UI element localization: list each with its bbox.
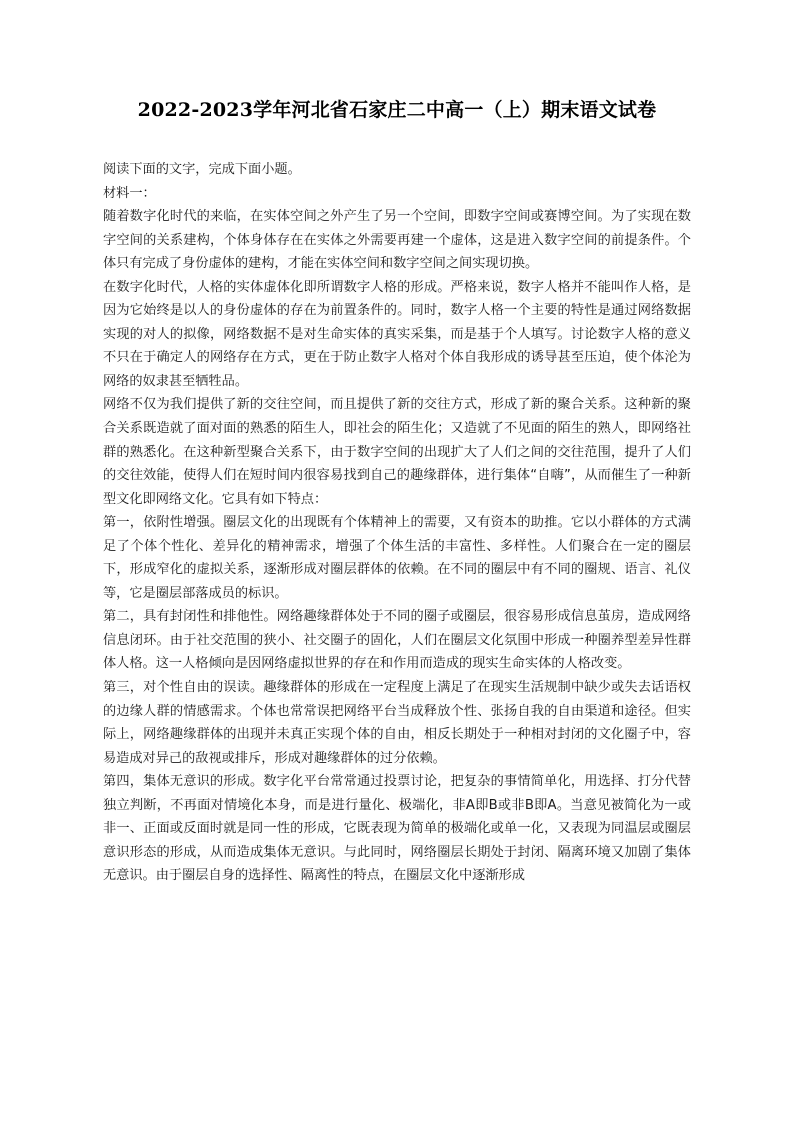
body-paragraph: 在数字化时代，人格的实体虚体化即所谓数字人格的形成。严格来说，数字人格并不能叫作人格，是因为它始终是以人的身份虚体的存在为前置条件的。同时，数字人格一个主要的特性是通过网络数据实现的对人的拟像，网络数据不是对生命实体的真实采集，而是基于个人填写。讨论数字人格的意义不只在于确定人的网络存在方式，更在于防止数字人格对个体自我形成的诱导甚至压迫，使个体沦为网络的奴隶甚至牺牲品。 [103,279,691,389]
material-heading: 材料一： [103,185,156,201]
instruction-paragraph: 阅读下面的文字，完成下面小题。 [103,162,301,177]
document-title: 2022-2023学年河北省石家庄二中高一（上）期末语文试卷 [137,99,657,121]
body-paragraph: 随着数字化时代的来临，在实体空间之外产生了另一个空间，即数字空间或赛博空间。为了实现在数字空间的关系建构，个体身体存在在实体之外需要再建一个虚体，这是进入数字空间的前提条件。个体只有完成了身份虚体的建构，才能在实体空间和数字空间之间实现切换。 [103,209,691,272]
body-paragraph: 第一，依附性增强。圈层文化的出现既有个体精神上的需要，又有资本的助推。它以小群体的方式满足了个体个性化、差异化的精神需求，增强了个体生活的丰富性、多样性。人们聚合在一定的圈层下，形成窄化的虚拟关系，逐渐形成对圈层群体的依赖。在不同的圈层中有不同的圈规、语言、礼仪等，它是圈层部落成员的标识。 [103,515,691,601]
body-paragraph: 第三，对个性自由的误读。趣缘群体的形成在一定程度上满足了在现实生活规制中缺少或失去话语权的边缘人群的情感需求。个体也常常误把网络平台当成释放个性、张扬自我的自由渠道和途径。但实际上，网络趣缘群体的出现并未真正实现个体的自由，相反长期处于一种相对封闭的文化圈子中，容易造成对异己的敌视或排斥，形成对趣缘群体的过分依赖。 [103,680,691,766]
body-paragraph: 网络不仅为我们提供了新的交往空间，而且提供了新的交往方式，形成了新的聚合关系。这种新的聚合关系既造就了面对面的熟悉的陌生人，即社会的陌生化；又造就了不见面的陌生的熟人，即网络社群的熟悉化。在这种新型聚合关系下，由于数字空间的出现扩大了人们之间的交往范围，提升了人们的交往效能，使得人们在短时间内很容易找到自己的趣缘群体，进行集体“自嗨”，从而催生了一种新型文化即网络文化。它具有如下特点： [103,397,691,507]
document-body [103,158,691,888]
body-paragraph: 第二，具有封闭性和排他性。网络趣缘群体处于不同的圈子或圈层，很容易形成信息茧房，造成网络信息闭环。由于社交范围的狭小、社交圈子的固化，人们在圈层文化氛围中形成一种圈养型差异性群体人格。这一人格倾向是因网络虚拟世界的存在和作用而造成的现实生命实体的人格改变。 [103,609,691,672]
body-paragraph: 第四，集体无意识的形成。数字化平台常常通过投票讨论，把复杂的事情简单化，用选择、打分代替独立判断，不再面对情境化本身，而是进行量化、极端化，非A即B或非B即A。当意见被简化为一或非一、正面或反面时就是同一性的形成，它既表现为简单的极端化或单一化，又表现为同温层或圈层意识形态的形成，从而造成集体无意识。与此同时，网络圈层长期处于封闭、隔离环境又加剧了集体无意识。由于圈层自身的选择性、隔离性的特点，在圈层文化中逐渐形成 [103,774,691,884]
